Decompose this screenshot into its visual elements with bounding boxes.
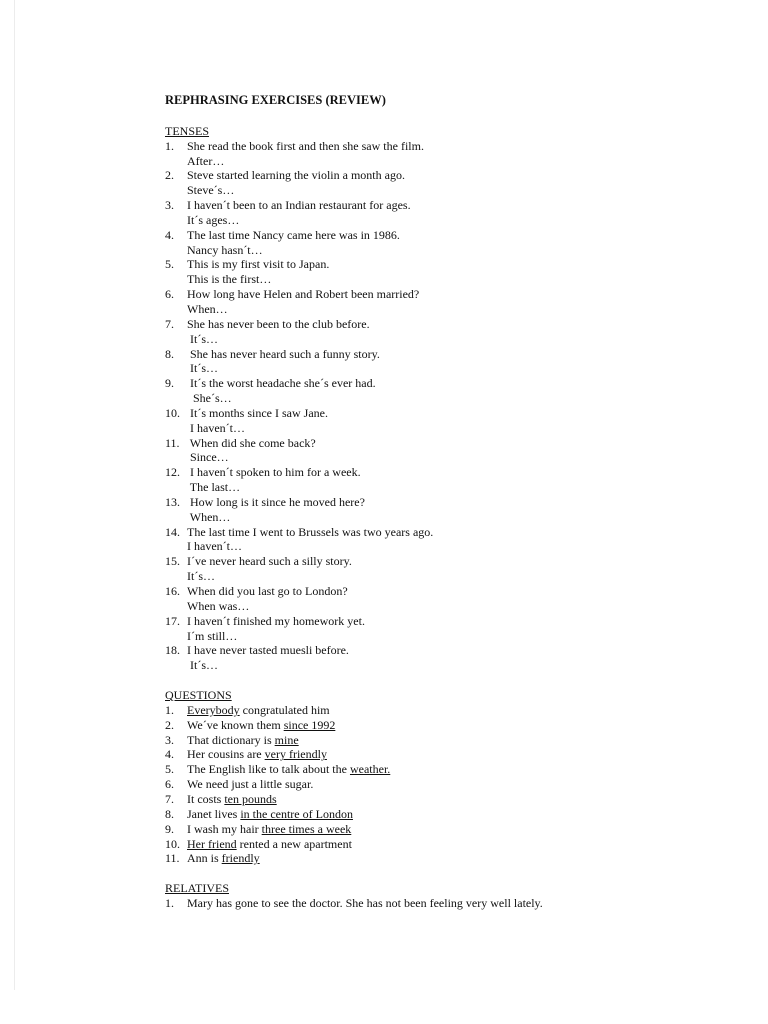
rephrase-prompt: I haven´t… (187, 539, 242, 554)
question-item (165, 762, 755, 777)
relative-item (165, 896, 755, 911)
underlined-target: in the centre of London (240, 806, 353, 821)
rephrase-prompt: It´s ages… (187, 212, 240, 227)
item-number: 10. (165, 836, 180, 851)
question-sentence (187, 762, 390, 777)
rephrase-prompt: Steve´s… (187, 183, 235, 198)
item-number: 9. (165, 376, 174, 391)
underlined-target: Her friend (187, 836, 237, 851)
question-item (165, 777, 755, 792)
exercise-sentence-row (165, 168, 755, 183)
exercise-sentence: She has never heard such a funny story. (187, 346, 380, 361)
relatives-list (165, 896, 755, 911)
item-number: 1. (165, 896, 174, 911)
exercise-sentence-row (165, 465, 755, 480)
exercise-item (165, 317, 755, 347)
item-number: 5. (165, 762, 174, 777)
exercise-sentence-row (165, 584, 755, 599)
rephrase-prompt: It´s… (187, 331, 218, 346)
item-number: 4. (165, 227, 174, 242)
item-number: 7. (165, 316, 174, 331)
sentence-text: We´ve known them (187, 717, 284, 732)
item-number: 2. (165, 717, 174, 732)
underlined-target: friendly (221, 851, 260, 866)
question-sentence (187, 733, 299, 748)
tenses-list (165, 139, 755, 673)
sentence-text: congratulated him (239, 702, 330, 717)
rephrase-prompt: When… (187, 509, 231, 524)
exercise-sentence-row (165, 139, 755, 154)
item-number: 1. (165, 138, 174, 153)
exercise-sentence: It´s months since I saw Jane. (187, 405, 328, 420)
question-sentence (187, 703, 330, 718)
question-sentence (187, 807, 353, 822)
question-sentence (187, 747, 327, 762)
rephrase-prompt: Nancy hasn´t… (187, 242, 263, 257)
exercise-item (165, 287, 755, 317)
exercise-sentence-row (165, 495, 755, 510)
sentence-text: rented a new apartment (236, 836, 352, 851)
exercise-sentence: The last time I went to Brussels was two years ago. (187, 524, 434, 539)
sentence-text: I wash my hair (187, 821, 262, 836)
exercise-sentence-row (165, 525, 755, 540)
exercise-sentence-row (165, 198, 755, 213)
exercise-sentence-row (165, 406, 755, 421)
rephrase-prompt: I´m still… (187, 628, 238, 643)
exercise-sentence: It´s the worst headache she´s ever had. (187, 376, 376, 391)
exercise-sentence: When did she come back? (187, 435, 316, 450)
item-number: 10. (165, 405, 180, 420)
sentence-text: That dictionary is (187, 732, 275, 747)
item-number: 5. (165, 257, 174, 272)
exercise-sentence-row (165, 376, 755, 391)
item-number: 6. (165, 777, 174, 792)
item-number: 11. (165, 435, 180, 450)
item-number: 9. (165, 821, 174, 836)
sentence-text: Janet lives (187, 806, 241, 821)
rephrase-prompt: I haven´t… (187, 420, 245, 435)
exercise-item (165, 525, 755, 555)
underlined-target: ten pounds (224, 791, 277, 806)
exercise-sentence: I haven´t been to an Indian restaurant for ages. (187, 198, 411, 213)
sentence-text: We need just a little sugar. (187, 777, 314, 792)
sentence-text: Ann is (187, 851, 222, 866)
exercise-item (165, 495, 755, 525)
exercise-item (165, 614, 755, 644)
question-item (165, 851, 755, 866)
exercise-sentence-row (165, 614, 755, 629)
exercise-sentence-row (165, 347, 755, 362)
question-item (165, 747, 755, 762)
exercise-sentence-row (165, 554, 755, 569)
section-heading-relatives: RELATIVES (165, 881, 229, 896)
item-number: 16. (165, 584, 180, 598)
exercise-sentence: Mary has gone to see the doctor. She has not been feeling very well lately. (187, 896, 543, 911)
section-gap (165, 673, 755, 688)
rephrase-prompt: The last… (187, 480, 241, 495)
question-item (165, 822, 755, 837)
exercise-item (165, 198, 755, 228)
sentence-text: It costs (187, 791, 225, 806)
exercise-sentence-row (165, 436, 755, 451)
rephrase-prompt: Since… (187, 450, 229, 465)
section-gap (165, 866, 755, 881)
question-item (165, 718, 755, 733)
exercise-sentence: I haven´t spoken to him for a week. (187, 465, 361, 480)
exercise-sentence-row (165, 317, 755, 332)
exercise-sentence: The last time Nancy came here was in 1986. (187, 227, 400, 242)
question-item (165, 807, 755, 822)
item-number: 8. (165, 806, 174, 821)
item-number: 8. (165, 346, 174, 361)
question-sentence (187, 837, 352, 852)
item-number: 14. (165, 524, 180, 539)
item-number: 17. (165, 613, 180, 628)
exercise-sentence: How long is it since he moved here? (187, 494, 365, 509)
exercise-sentence: When did you last go to London? (187, 584, 348, 598)
item-number: 18. (165, 643, 180, 658)
exercise-item (165, 168, 755, 198)
exercise-sentence: I have never tasted muesli before. (187, 643, 349, 658)
page-edge-line (14, 0, 15, 990)
exercise-sentence: This is my first visit to Japan. (187, 257, 330, 272)
question-sentence (187, 822, 351, 837)
exercise-sentence: She read the book first and then she saw the film. (187, 138, 424, 153)
document-body (165, 93, 755, 911)
rephrase-prompt: After… (187, 153, 225, 168)
exercise-item (165, 436, 755, 466)
question-sentence (187, 792, 277, 807)
item-number: 3. (165, 732, 174, 747)
item-number: 11. (165, 851, 180, 866)
section-heading-questions: QUESTIONS (165, 688, 232, 703)
underlined-target: Everybody (187, 702, 240, 717)
exercise-sentence: Steve started learning the violin a month ago. (187, 168, 405, 183)
exercise-item (165, 257, 755, 287)
section-heading-tenses: TENSES (165, 123, 210, 138)
exercise-item (165, 347, 755, 377)
question-sentence (187, 718, 335, 733)
item-number: 12. (165, 465, 180, 480)
document-title: REPHRASING EXERCISES (REVIEW) (165, 93, 386, 107)
sentence-text: The English like to talk about the (187, 762, 350, 777)
exercise-item (165, 584, 755, 614)
item-number: 3. (165, 198, 174, 213)
underlined-target: three times a week (261, 821, 352, 836)
exercise-sentence-row (165, 257, 755, 272)
question-item (165, 792, 755, 807)
item-number: 7. (165, 791, 174, 806)
question-item (165, 837, 755, 852)
item-number: 15. (165, 554, 180, 569)
exercise-sentence-row (165, 643, 755, 658)
exercise-sentence: How long have Helen and Robert been married? (187, 287, 420, 302)
exercise-item (165, 139, 755, 169)
question-sentence (187, 777, 313, 792)
exercise-item (165, 465, 755, 495)
rephrase-prompt: She´s… (187, 391, 232, 406)
underlined-target: weather. (349, 762, 391, 777)
sentence-text: Her cousins are (187, 747, 265, 762)
question-item (165, 703, 755, 718)
exercise-sentence: I´ve never heard such a silly story. (187, 554, 352, 569)
item-number: 13. (165, 494, 180, 509)
item-number: 1. (165, 702, 174, 717)
rephrase-prompt: When… (187, 301, 228, 316)
exercise-item (165, 643, 755, 673)
item-number: 6. (165, 287, 174, 302)
exercise-sentence-row (165, 228, 755, 243)
exercise-item (165, 554, 755, 584)
exercise-item (165, 228, 755, 258)
underlined-target: since 1992 (283, 717, 336, 732)
item-number: 2. (165, 168, 174, 183)
exercise-sentence-row (165, 287, 755, 302)
item-number: 4. (165, 747, 174, 762)
question-item (165, 733, 755, 748)
questions-list (165, 703, 755, 866)
underlined-target: very friendly (264, 747, 327, 762)
exercise-item (165, 406, 755, 436)
rephrase-prompt: It´s… (187, 658, 218, 673)
rephrase-prompt: When was… (187, 598, 250, 613)
exercise-sentence: She has never been to the club before. (187, 316, 370, 331)
underlined-target: mine (274, 732, 299, 747)
rephrase-prompt: This is the first… (187, 272, 272, 287)
question-sentence (187, 851, 260, 866)
exercise-item (165, 376, 755, 406)
rephrase-prompt: It´s… (187, 361, 218, 376)
exercise-sentence: I haven´t finished my homework yet. (187, 613, 365, 628)
rephrase-prompt: It´s… (187, 569, 215, 584)
